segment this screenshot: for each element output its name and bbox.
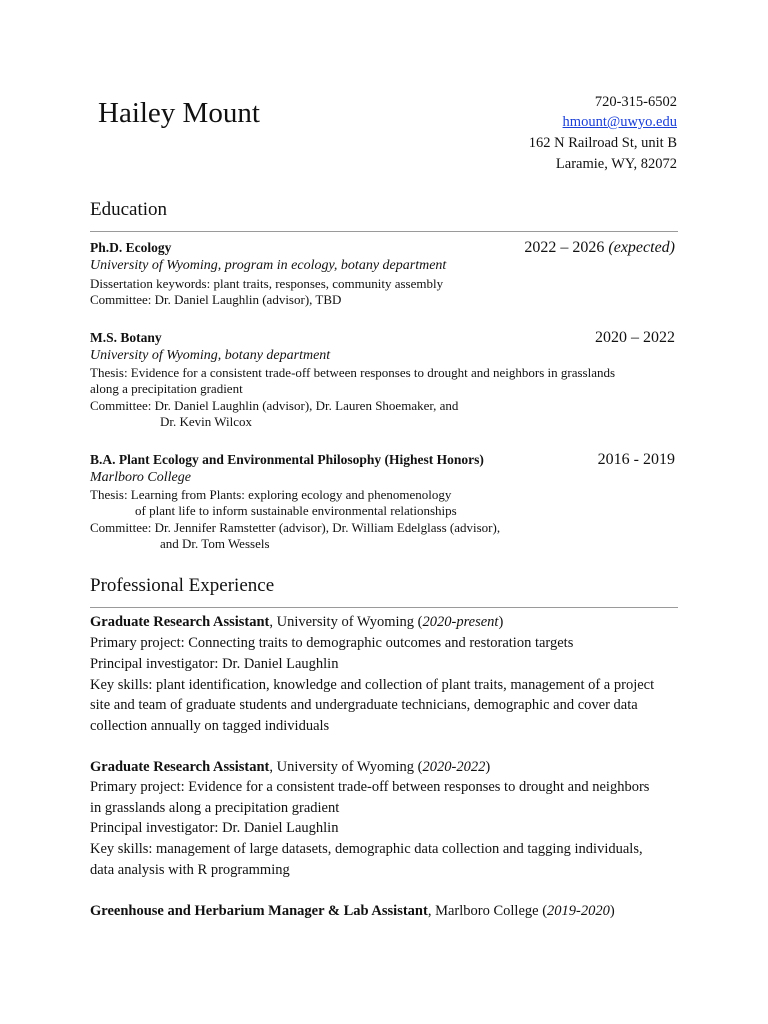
ms-thesis-line1: Thesis: Evidence for a consistent trade-off between responses to drought and neighbors in grasslands — [90, 365, 616, 380]
address-street: 162 N Railroad St, unit B — [528, 135, 677, 151]
experience-divider — [90, 607, 678, 608]
job-detail-line: Primary project: Connecting traits to demographic outcomes and restoration targets — [90, 635, 574, 651]
email-link[interactable]: hmount@uwyo.edu — [562, 114, 677, 130]
job-detail-line: Primary project: Evidence for a consistent trade-off between responses to drought and neighbors — [90, 779, 650, 795]
experience-heading: Professional Experience — [90, 575, 275, 596]
job-detail-line: Key skills: management of large datasets, demographic data collection and tagging individuals, — [90, 841, 643, 857]
job-detail-line: Principal investigator: Dr. Daniel Laughlin — [90, 656, 339, 672]
job-detail-line: collection annually on tagged individuals — [90, 718, 330, 734]
job-header: Graduate Research Assistant, University of Wyoming (2020-2022) — [90, 759, 491, 775]
phd-keywords: Dissertation keywords: plant traits, responses, community assembly — [90, 276, 444, 291]
ms-degree: M.S. Botany — [90, 330, 162, 345]
ms-institution: University of Wyoming, botany department — [90, 348, 331, 363]
education-heading: Education — [90, 199, 168, 220]
ms-dates: 2020 – 2022 — [595, 329, 675, 346]
phone-number: 720-315-6502 — [594, 94, 677, 110]
job-detail-line: in grasslands along a precipitation gradient — [90, 800, 340, 816]
phd-committee: Committee: Dr. Daniel Laughlin (advisor), TBD — [90, 292, 342, 307]
job-header: Graduate Research Assistant, University of Wyoming (2020-present) — [90, 614, 504, 630]
ba-dates: 2016 - 2019 — [597, 451, 675, 468]
applicant-name: Hailey Mount — [98, 97, 260, 129]
ba-committee-line2: and Dr. Tom Wessels — [160, 536, 270, 551]
address-city: Laramie, WY, 82072 — [555, 156, 677, 172]
ms-thesis-line2: along a precipitation gradient — [90, 381, 243, 396]
phd-degree: Ph.D. Ecology — [90, 240, 172, 255]
ms-committee-line2: Dr. Kevin Wilcox — [160, 414, 253, 429]
phd-dates: 2022 – 2026 (expected) — [524, 239, 675, 256]
ba-institution: Marlboro College — [90, 470, 191, 485]
ba-committee-line1: Committee: Dr. Jennifer Ramstetter (advisor), Dr. William Edelglass (advisor), — [90, 520, 501, 535]
job-detail-line: data analysis with R programming — [90, 862, 290, 878]
job-header: Greenhouse and Herbarium Manager & Lab Assistant, Marlboro College (2019-2020) — [90, 903, 615, 919]
job-detail-line: Principal investigator: Dr. Daniel Laughlin — [90, 820, 339, 836]
job-detail-line: Key skills: plant identification, knowledge and collection of plant traits, management of a project — [90, 677, 655, 693]
ba-thesis-line2: of plant life to inform sustainable environmental relationships — [135, 503, 457, 518]
phd-institution: University of Wyoming, program in ecology, botany department — [90, 258, 447, 273]
job-detail-line: site and team of graduate students and undergraduate technicians, demographic and cover data — [90, 697, 638, 713]
ba-degree: B.A. Plant Ecology and Environmental Philosophy (Highest Honors) — [90, 452, 484, 467]
education-divider — [90, 231, 678, 232]
ms-committee-line1: Committee: Dr. Daniel Laughlin (advisor), Dr. Lauren Shoemaker, and — [90, 398, 459, 413]
ba-thesis-line1: Thesis: Learning from Plants: exploring ecology and phenomenology — [90, 487, 452, 502]
